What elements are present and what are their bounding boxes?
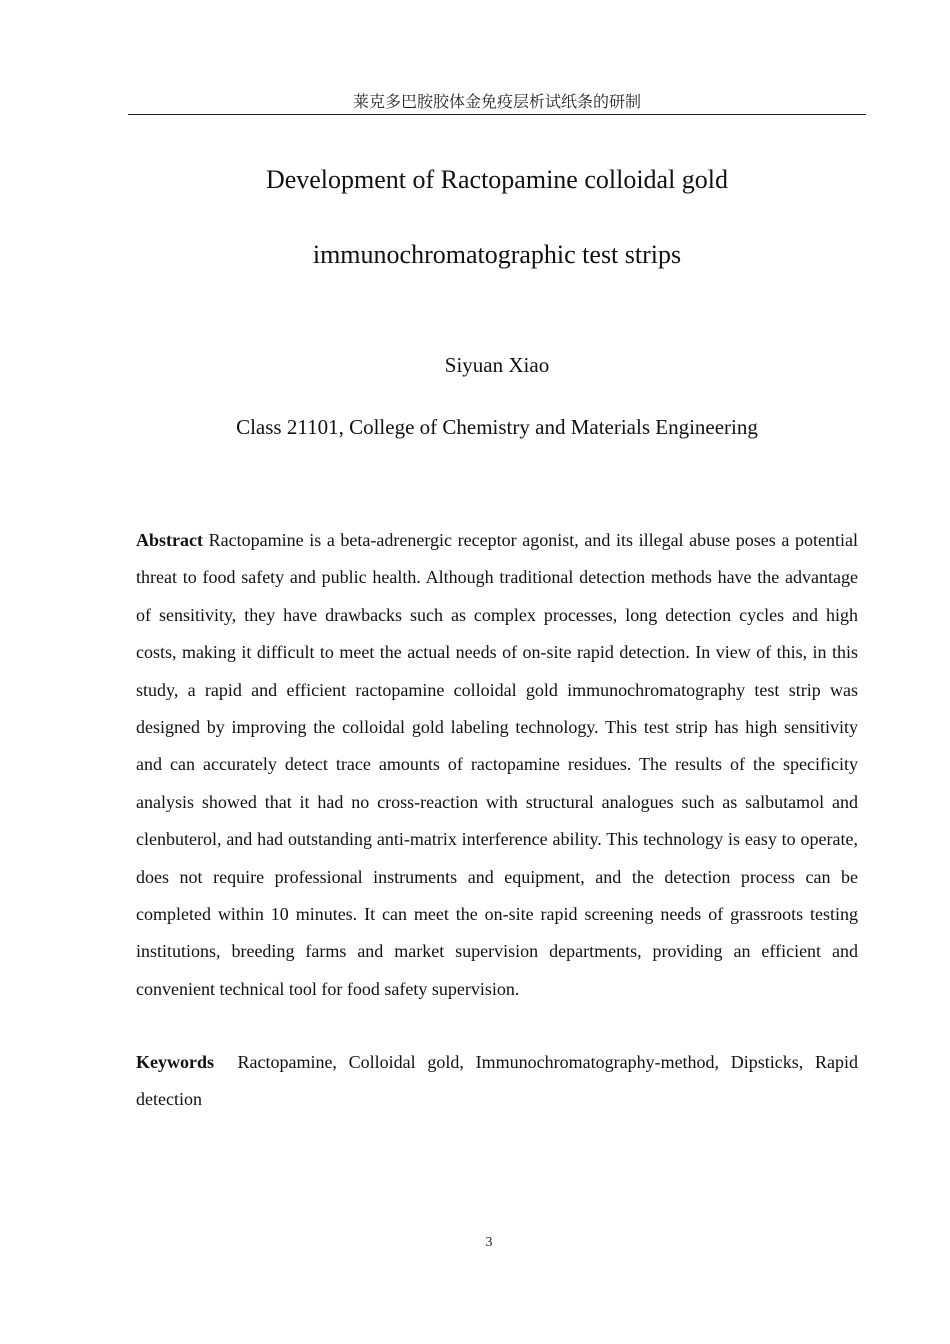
author-name: Siyuan Xiao <box>444 353 550 377</box>
keywords-paragraph <box>136 1044 858 1119</box>
abstract-label: Abstract <box>136 530 203 550</box>
page-number: 3 <box>485 1235 493 1250</box>
paper-title-line-2: immunochromatographic test strips <box>312 240 682 269</box>
author-affiliation: Class 21101, College of Chemistry and Materials Engineering <box>236 415 758 439</box>
paper-title <box>128 142 866 292</box>
running-header: 莱克多巴胺胶体金免疫层析试纸条的研制 <box>128 90 866 115</box>
abstract-paragraph <box>136 522 858 1008</box>
paper-title-line-1: Development of Ractopamine colloidal gold <box>265 165 729 194</box>
keywords-label: Keywords <box>136 1052 214 1072</box>
abstract-text: Ractopamine is a beta-adrenergic receptor agonist, and its illegal abuse poses a potential threat to food safety and public health. Although traditional detection methods have the advantage of sensitivity, they have drawbacks such as complex processes, long detection cycles and high costs, making it difficult to meet the actual needs of on-site rapid detection. In view of this, in this study, a rapid and efficient ractopamine colloidal gold immunochromatography test strip was designed by improving the colloidal gold labeling technology. This test strip has high sensitivity and can accurately detect trace amounts of ractopamine residues. The results of the specificity analysis showed that it had no cross-reaction with structural analogues such as salbutamol and clenbuterol, and had outstanding anti-matrix interference ability. This technology is easy to operate, does not require professional instruments and equipment, and the detection process can be completed within 10 minutes. It can meet the on-site rapid screening needs of grassroots testing institutions, breeding farms and market supervision departments, providing an efficient and convenient technical tool for food safety supervision. <box>136 530 858 999</box>
keywords-text: Ractopamine, Colloidal gold, Immunochromatography-method, Dipsticks, Rapid detection <box>136 1052 859 1110</box>
